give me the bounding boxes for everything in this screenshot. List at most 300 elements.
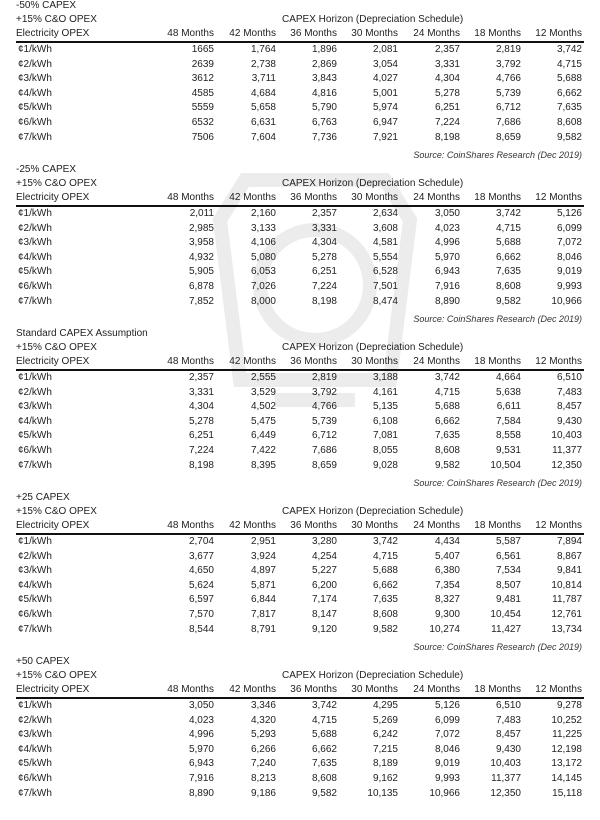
- table-row: [0, 59, 600, 73]
- table-cell: 1,764: [250, 44, 276, 55]
- table-cell: 7,224: [188, 445, 214, 456]
- table-cell: 3,188: [372, 372, 398, 383]
- table-cell: 7,215: [372, 743, 398, 755]
- table-cell: 6,099: [434, 714, 460, 726]
- table-cell: 9,582: [311, 787, 337, 799]
- table-cell: 8,507: [495, 579, 521, 591]
- column-header: 42 Months: [229, 684, 276, 695]
- table-cell: 8,608: [556, 117, 582, 128]
- table-cell: 2,951: [250, 536, 276, 547]
- table-cell: 9,531: [495, 445, 521, 456]
- table-cell: 4,106: [250, 237, 276, 249]
- table-cell: 4,254: [311, 550, 337, 562]
- table-cell: 3,054: [372, 58, 398, 70]
- table-cell: 3,280: [311, 536, 337, 547]
- header-rule: [16, 41, 584, 43]
- table-cell: 5,126: [556, 208, 582, 219]
- table-cell: 3,742: [556, 44, 582, 55]
- table-cell: 8,608: [495, 281, 521, 292]
- table-row: [0, 445, 600, 459]
- table-cell: 2,634: [372, 208, 398, 219]
- table-row: [0, 387, 600, 401]
- table-cell: 10,403: [490, 758, 521, 770]
- table-cell: 6,947: [372, 117, 398, 128]
- column-header: 24 Months: [413, 356, 460, 367]
- table-row: [0, 372, 600, 386]
- table-cell: 4,816: [311, 87, 337, 99]
- table-cell: 2,704: [188, 536, 214, 547]
- table-cell: 5,974: [372, 102, 398, 114]
- table-cell: 5,739: [311, 415, 337, 427]
- table-cell: 4,295: [372, 700, 398, 711]
- row-label: ¢4/kWh: [18, 743, 52, 755]
- section-subtitle: +15% C&O OPEX: [16, 670, 97, 681]
- table-cell: 9,278: [556, 700, 582, 711]
- table-cell: 10,274: [429, 623, 460, 635]
- row-label: ¢7/kWh: [18, 131, 52, 143]
- table-cell: 6,662: [434, 415, 460, 427]
- table-row: [0, 266, 600, 280]
- table-cell: 6,200: [311, 579, 337, 591]
- table-cell: 8,189: [372, 758, 398, 770]
- source-note: Source: CoinShares Research (Dec 2019): [413, 150, 582, 160]
- table-cell: 5,475: [250, 415, 276, 427]
- table-cell: 2,819: [495, 44, 521, 55]
- table-cell: 4,023: [434, 222, 460, 234]
- table-cell: 7,534: [495, 565, 521, 577]
- table-cell: 8,457: [556, 401, 582, 413]
- table-cell: 6,662: [311, 743, 337, 755]
- table-cell: 4,897: [250, 565, 276, 577]
- table-cell: 3,711: [251, 73, 276, 85]
- table-cell: 2,869: [311, 58, 337, 70]
- header-rule: [16, 697, 584, 699]
- table-section: [0, 656, 600, 820]
- table-cell: 2,819: [311, 372, 337, 383]
- header-row: [0, 28, 600, 41]
- table-row: [0, 773, 600, 787]
- table-cell: 5,970: [188, 743, 214, 755]
- table-cell: 8,395: [250, 459, 276, 471]
- table-row: [0, 223, 600, 237]
- table-cell: 7,686: [495, 117, 521, 128]
- column-header: 18 Months: [474, 520, 521, 531]
- table-cell: 4,434: [434, 536, 460, 547]
- table-cell: 3,792: [495, 58, 521, 70]
- table-row: [0, 758, 600, 772]
- table-cell: 9,582: [556, 131, 582, 143]
- table-cell: 10,966: [429, 787, 460, 799]
- row-label: ¢6/kWh: [18, 773, 52, 784]
- table-cell: 8,890: [434, 295, 460, 307]
- table-cell: 8,055: [372, 445, 398, 456]
- row-label: ¢6/kWh: [18, 609, 52, 620]
- row-label: ¢1/kWh: [18, 372, 52, 383]
- table-cell: 4,684: [250, 87, 276, 99]
- column-header: 30 Months: [351, 520, 398, 531]
- source-note: Source: CoinShares Research (Dec 2019): [413, 314, 582, 324]
- row-label: ¢5/kWh: [18, 594, 52, 606]
- table-cell: 4,304: [434, 73, 460, 85]
- table-section: [0, 492, 600, 656]
- table-cell: 6,108: [372, 415, 398, 427]
- table-cell: 6,611: [496, 401, 521, 413]
- table-cell: 8,198: [434, 131, 460, 143]
- table-cell: 9,019: [434, 758, 460, 770]
- table-cell: 7,483: [495, 714, 521, 726]
- table-cell: 3,792: [311, 386, 337, 398]
- section-title: -50% CAPEX: [16, 0, 77, 11]
- table-cell: 12,350: [490, 787, 521, 799]
- column-header: 18 Months: [474, 356, 521, 367]
- header-rule: [16, 533, 584, 535]
- column-header: 24 Months: [413, 684, 460, 695]
- table-cell: 6,510: [495, 700, 521, 711]
- row-label: ¢5/kWh: [18, 430, 52, 442]
- table-row: [0, 117, 600, 131]
- table-cell: 9,120: [311, 623, 337, 635]
- table-cell: 4,581: [372, 237, 398, 249]
- table-row: [0, 580, 600, 594]
- table-section: [0, 0, 600, 164]
- row-header-label: Electricity OPEX: [16, 192, 90, 203]
- table-cell: 8,558: [495, 430, 521, 442]
- table-cell: 5,278: [434, 87, 460, 99]
- row-label: ¢1/kWh: [18, 536, 52, 547]
- table-cell: 5,638: [495, 386, 521, 398]
- table-cell: 6,878: [188, 281, 214, 292]
- table-cell: 6,844: [250, 594, 276, 606]
- table-cell: 2,357: [434, 44, 460, 55]
- header-row: [0, 684, 600, 697]
- table-cell: 9,300: [434, 609, 460, 620]
- table-cell: 6,561: [495, 550, 521, 562]
- header-row: [0, 192, 600, 205]
- section-title: -25% CAPEX: [16, 164, 77, 175]
- header-rule: [16, 369, 584, 371]
- table-cell: 9,028: [372, 459, 398, 471]
- table-cell: 2,555: [250, 372, 276, 383]
- row-label: ¢3/kWh: [18, 729, 52, 741]
- table-cell: 8,890: [188, 787, 214, 799]
- table-cell: 6,251: [188, 430, 214, 442]
- column-header: 36 Months: [290, 520, 337, 531]
- table-cell: 3,331: [311, 222, 337, 234]
- table-cell: 8,046: [434, 743, 460, 755]
- table-cell: 5,293: [250, 729, 276, 741]
- table-row: [0, 73, 600, 87]
- column-header: 12 Months: [535, 684, 582, 695]
- table-cell: 2,160: [250, 208, 276, 219]
- table-cell: 5,126: [434, 700, 460, 711]
- table-row: [0, 237, 600, 251]
- table-cell: 7,736: [311, 131, 337, 143]
- horizon-label: CAPEX Horizon (Depreciation Schedule): [282, 342, 464, 353]
- table-row: [0, 44, 600, 58]
- table-row: [0, 296, 600, 310]
- table-cell: 3,529: [250, 386, 276, 398]
- table-cell: 11,787: [552, 594, 582, 606]
- table-row: [0, 700, 600, 714]
- column-header: 48 Months: [167, 520, 214, 531]
- table-cell: 8,867: [556, 550, 582, 562]
- table-cell: 7,635: [372, 594, 398, 606]
- column-header: 12 Months: [535, 356, 582, 367]
- table-cell: 4,023: [188, 714, 214, 726]
- row-label: ¢2/kWh: [18, 58, 52, 70]
- column-header: 18 Months: [474, 684, 521, 695]
- table-cell: 2639: [191, 58, 214, 70]
- row-label: ¢6/kWh: [18, 445, 52, 456]
- source-note: Source: CoinShares Research (Dec 2019): [413, 642, 582, 652]
- table-cell: 3,608: [372, 222, 398, 234]
- section-subtitle: +15% C&O OPEX: [16, 342, 97, 353]
- row-label: ¢4/kWh: [18, 579, 52, 591]
- column-header: 24 Months: [413, 28, 460, 39]
- table-cell: 12,350: [551, 459, 582, 471]
- table-cell: 2,738: [250, 58, 276, 70]
- table-cell: 6,266: [250, 743, 276, 755]
- table-cell: 10,252: [551, 714, 582, 726]
- table-cell: 7,354: [434, 579, 460, 591]
- table-cell: 11,225: [552, 729, 582, 741]
- table-cell: 3,331: [434, 58, 460, 70]
- row-label: ¢3/kWh: [18, 73, 52, 85]
- table-row: [0, 744, 600, 758]
- table-cell: 6,251: [311, 266, 337, 278]
- table-cell: 9,582: [495, 295, 521, 307]
- header-rule: [16, 205, 584, 207]
- table-cell: 12,761: [551, 609, 582, 620]
- column-header: 30 Months: [351, 356, 398, 367]
- table-cell: 6,510: [556, 372, 582, 383]
- table-row: [0, 609, 600, 623]
- column-header: 12 Months: [535, 520, 582, 531]
- table-cell: 4,766: [495, 73, 521, 85]
- table-section: [0, 164, 600, 328]
- table-cell: 4,650: [188, 565, 214, 577]
- table-cell: 8,791: [250, 623, 276, 635]
- row-label: ¢6/kWh: [18, 117, 52, 128]
- row-label: ¢2/kWh: [18, 550, 52, 562]
- table-row: [0, 88, 600, 102]
- table-cell: 7,081: [372, 430, 398, 442]
- table-cell: 13,734: [551, 623, 582, 635]
- table-row: [0, 536, 600, 550]
- table-cell: 11,377: [491, 773, 521, 784]
- table-cell: 5,871: [250, 579, 276, 591]
- table-cell: 6,099: [556, 222, 582, 234]
- table-cell: 1665: [191, 44, 214, 55]
- row-header-label: Electricity OPEX: [16, 28, 90, 39]
- table-cell: 7,686: [311, 445, 337, 456]
- table-cell: 8,457: [495, 729, 521, 741]
- table-cell: 6,763: [311, 117, 337, 128]
- row-label: ¢5/kWh: [18, 266, 52, 278]
- table-cell: 7,604: [250, 131, 276, 143]
- table-row: [0, 430, 600, 444]
- table-cell: 8,608: [311, 773, 337, 784]
- table-cell: 3,742: [434, 372, 460, 383]
- table-cell: 7,921: [372, 131, 398, 143]
- header-row: [0, 520, 600, 533]
- row-label: ¢1/kWh: [18, 44, 52, 55]
- table-cell: 4,715: [495, 222, 521, 234]
- table-cell: 6,449: [250, 430, 276, 442]
- table-row: [0, 729, 600, 743]
- table-row: [0, 715, 600, 729]
- table-cell: 14,145: [551, 773, 582, 784]
- table-cell: 11,427: [491, 623, 521, 635]
- table-cell: 5,624: [188, 579, 214, 591]
- table-cell: 2,985: [188, 222, 214, 234]
- horizon-label: CAPEX Horizon (Depreciation Schedule): [282, 670, 464, 681]
- table-cell: 6,662: [495, 251, 521, 263]
- table-cell: 6,242: [372, 729, 398, 741]
- table-cell: 7,224: [434, 117, 460, 128]
- column-header: 30 Months: [351, 192, 398, 203]
- table-cell: 3,742: [372, 536, 398, 547]
- table-cell: 2,011: [189, 208, 214, 219]
- table-cell: 5,227: [311, 565, 337, 577]
- column-header: 36 Months: [290, 192, 337, 203]
- section-title: Standard CAPEX Assumption: [16, 328, 148, 339]
- column-header: 30 Months: [351, 684, 398, 695]
- table-cell: 6,380: [434, 565, 460, 577]
- table-cell: 10,966: [551, 295, 582, 307]
- row-label: ¢5/kWh: [18, 102, 52, 114]
- table-cell: 5,001: [372, 87, 398, 99]
- table-cell: 9,162: [372, 773, 398, 784]
- table-row: [0, 551, 600, 565]
- table-row: [0, 594, 600, 608]
- horizon-label: CAPEX Horizon (Depreciation Schedule): [282, 178, 464, 189]
- table-cell: 7,852: [188, 295, 214, 307]
- row-label: ¢7/kWh: [18, 623, 52, 635]
- table-cell: 7,584: [495, 415, 521, 427]
- column-header: 42 Months: [229, 356, 276, 367]
- table-cell: 4,161: [372, 386, 398, 398]
- table-cell: 10,135: [367, 787, 398, 799]
- table-cell: 6,662: [372, 579, 398, 591]
- table-cell: 3612: [191, 73, 214, 85]
- table-cell: 4,027: [372, 73, 398, 85]
- column-header: 48 Months: [167, 684, 214, 695]
- table-cell: 5,269: [372, 714, 398, 726]
- table-cell: 8,659: [495, 131, 521, 143]
- table-cell: 7,174: [311, 594, 337, 606]
- column-header: 24 Months: [413, 192, 460, 203]
- source-note: Source: CoinShares Research (Dec 2019): [413, 478, 582, 488]
- table-cell: 7,916: [188, 773, 214, 784]
- row-header-label: Electricity OPEX: [16, 356, 90, 367]
- table-cell: 7,635: [311, 758, 337, 770]
- table-cell: 6,712: [495, 102, 521, 114]
- row-label: ¢2/kWh: [18, 714, 52, 726]
- table-cell: 4,766: [311, 401, 337, 413]
- column-header: 42 Months: [229, 520, 276, 531]
- table-cell: 7,026: [250, 281, 276, 292]
- table-cell: 6,943: [434, 266, 460, 278]
- table-cell: 15,118: [552, 787, 582, 799]
- header-row: [0, 356, 600, 369]
- table-cell: 5,688: [434, 401, 460, 413]
- row-label: ¢3/kWh: [18, 565, 52, 577]
- table-cell: 7,635: [495, 266, 521, 278]
- table-cell: 8,213: [250, 773, 276, 784]
- row-header-label: Electricity OPEX: [16, 684, 90, 695]
- table-cell: 4,715: [556, 58, 582, 70]
- table-cell: 6,251: [434, 102, 460, 114]
- table-cell: 8,659: [311, 459, 337, 471]
- row-label: ¢5/kWh: [18, 758, 52, 770]
- row-label: ¢1/kWh: [18, 208, 52, 219]
- table-row: [0, 788, 600, 802]
- column-header: 36 Months: [290, 684, 337, 695]
- table-cell: 2,357: [311, 208, 337, 219]
- row-label: ¢4/kWh: [18, 87, 52, 99]
- table-row: [0, 624, 600, 638]
- column-header: 42 Months: [229, 28, 276, 39]
- table-cell: 7506: [191, 131, 214, 143]
- table-cell: 8,198: [311, 295, 337, 307]
- table-cell: 7,501: [372, 281, 398, 292]
- table-cell: 6,631: [250, 117, 276, 128]
- section-subtitle: +15% C&O OPEX: [16, 506, 97, 517]
- column-header: 36 Months: [290, 28, 337, 39]
- table-row: [0, 565, 600, 579]
- table-cell: 4,664: [495, 372, 521, 383]
- table-row: [0, 460, 600, 474]
- table-cell: 2,081: [372, 44, 398, 55]
- table-cell: 5,970: [434, 251, 460, 263]
- table-cell: 3,050: [434, 208, 460, 219]
- row-label: ¢6/kWh: [18, 281, 52, 292]
- row-label: ¢2/kWh: [18, 222, 52, 234]
- table-cell: 3,843: [311, 73, 337, 85]
- row-header-label: Electricity OPEX: [16, 520, 90, 531]
- table-cell: 13,172: [551, 758, 582, 770]
- table-cell: 5,554: [372, 251, 398, 263]
- horizon-label: CAPEX Horizon (Depreciation Schedule): [282, 506, 464, 517]
- table-cell: 4,996: [188, 729, 214, 741]
- table-cell: 7,072: [556, 237, 582, 249]
- table-cell: 3,924: [250, 550, 276, 562]
- table-cell: 5,790: [311, 102, 337, 114]
- row-label: ¢7/kWh: [18, 787, 52, 799]
- table-cell: 5,688: [556, 73, 582, 85]
- column-header: 48 Months: [167, 192, 214, 203]
- table-cell: 4,715: [372, 550, 398, 562]
- table-cell: 5,739: [495, 87, 521, 99]
- table-cell: 7,894: [556, 536, 582, 547]
- table-cell: 3,742: [311, 700, 337, 711]
- table-cell: 5,905: [188, 266, 214, 278]
- table-cell: 7,483: [556, 386, 582, 398]
- column-header: 12 Months: [535, 28, 582, 39]
- table-cell: 5559: [191, 102, 214, 114]
- table-cell: 8,544: [188, 623, 214, 635]
- table-cell: 4585: [191, 87, 214, 99]
- table-row: [0, 281, 600, 295]
- table-cell: 5,688: [495, 237, 521, 249]
- column-header: 48 Months: [167, 28, 214, 39]
- column-header: 18 Months: [474, 28, 521, 39]
- table-row: [0, 252, 600, 266]
- column-header: 36 Months: [290, 356, 337, 367]
- table-cell: 7,570: [188, 609, 214, 620]
- table-cell: 8,198: [188, 459, 214, 471]
